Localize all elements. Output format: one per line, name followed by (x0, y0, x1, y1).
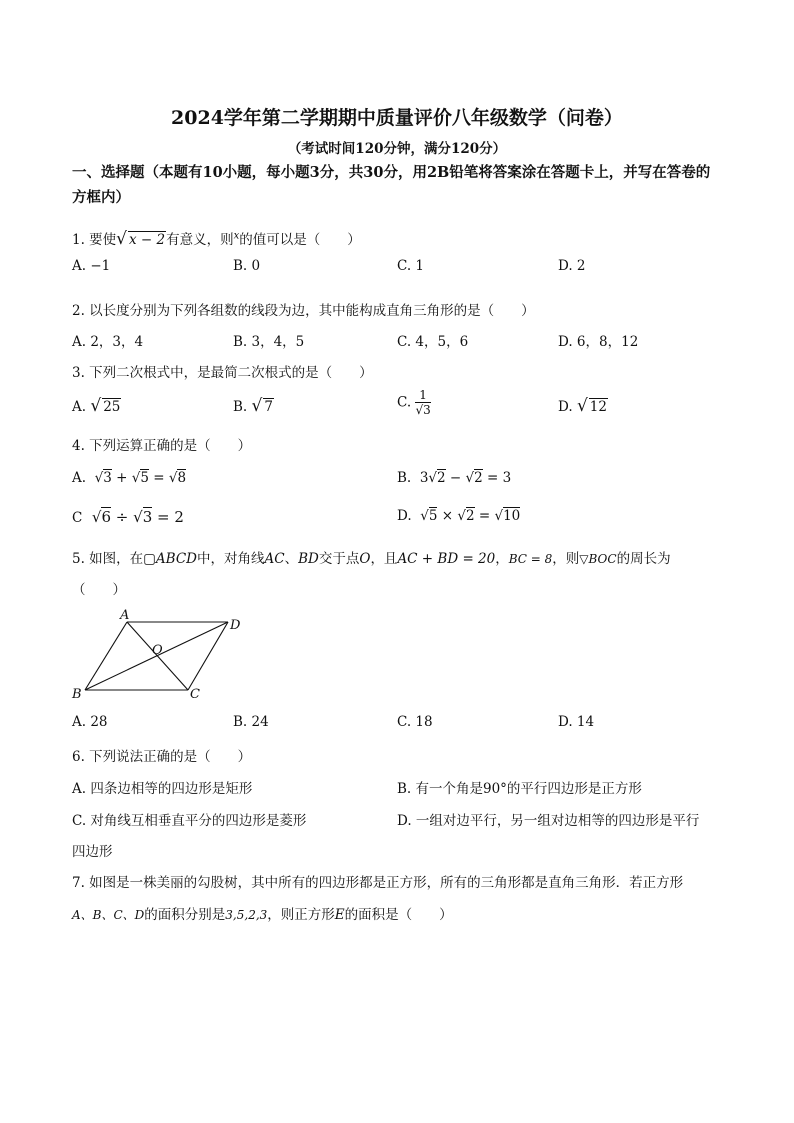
point-label-o: O (152, 643, 163, 658)
q5-option-c[interactable]: C. 18 (397, 714, 433, 730)
q3-option-c[interactable]: C. $\frac{1}{√3}$ (397, 388, 431, 417)
q3-option-a[interactable]: A. √ 25 (72, 396, 121, 416)
q4-option-b[interactable]: B. 3√2 − √2 = 3 (397, 470, 512, 486)
q3-option-b[interactable]: B. √ 7 (233, 396, 273, 416)
side-dc (188, 622, 228, 690)
q5-option-a[interactable]: A. 28 (72, 714, 108, 730)
q5-option-b[interactable]: B. 24 (233, 714, 269, 730)
parallelogram-figure (70, 605, 260, 705)
q6-option-d-cont: 四边形 (72, 844, 113, 860)
q6-option-a[interactable]: A. 四条边相等的四边形是矩形 (72, 781, 253, 797)
q4-option-a[interactable]: A. √3 + √5 = √8 (72, 470, 187, 486)
q2-option-b[interactable]: B. 3，4，5 (233, 334, 305, 350)
question-2-stem: 2. 以长度分别为下列各组数的线段为边，其中能构成直角三角形的是（ ） (72, 303, 535, 319)
question-1-stem: 1. 要使√ x − 2有意义，则$^x$的值可以是（ ） (72, 229, 361, 249)
fraction: $\frac{1}{√3}$ (415, 388, 431, 417)
question-5-stem-cont: （ ） (72, 582, 126, 598)
q1-option-d[interactable]: D. 2 (558, 258, 586, 274)
q2-option-c[interactable]: C. 4，5，6 (397, 334, 469, 350)
q6-option-c[interactable]: C. 对角线互相垂直平分的四边形是菱形 (72, 813, 307, 829)
section-heading: 一、选择题（本题有10小题，每小题3分，共30分，用2B铅笔将答案涂在答题卡上，并写在答卷的方框内） (72, 164, 711, 206)
q2-option-a[interactable]: A. 2，3，4 (72, 334, 144, 350)
q4-option-c[interactable]: C √6 ÷ √3 = 2 (72, 508, 184, 526)
q4-option-d[interactable]: D. √5 × √2 = √10 (397, 508, 521, 524)
q3-option-d[interactable]: D. √ 12 (558, 396, 607, 416)
q1-option-c[interactable]: C. 1 (397, 258, 425, 274)
vertex-label-b: B (72, 687, 82, 702)
vertex-label-a: A (120, 608, 130, 623)
sqrt-expression: √ x − 2 (116, 229, 166, 249)
q1-option-a[interactable]: A. −1 (72, 258, 111, 274)
q1-option-b[interactable]: B. 0 (233, 258, 261, 274)
q5-option-d[interactable]: D. 14 (558, 714, 595, 730)
vertex-label-c: C (190, 687, 200, 702)
question-7-stem-cont: A、B、C、D的面积分别是3,5,2,3，则正方形E的面积是（ ） (72, 907, 453, 923)
question-5-stem: 5. 如图，在▢ABCD中，对角线AC、BD交于点O，且AC + BD = 20，BC = 8，则▽BOC的周长为 (72, 551, 671, 567)
vertex-label-d: D (230, 618, 241, 633)
question-3-stem: 3. 下列二次根式中，是最简二次根式的是（ ） (72, 365, 373, 381)
q6-option-b[interactable]: B. 有一个角是90°的平行四边形是正方形 (397, 781, 642, 797)
question-4-stem: 4. 下列运算正确的是（ ） (72, 438, 252, 454)
question-7-stem: 7. 如图是一株美丽的勾股树，其中所有的四边形都是正方形，所有的三角形都是直角三角形．若正方形 (72, 875, 684, 891)
exam-subtitle: （考试时间120分钟，满分120分） (287, 141, 507, 157)
page-title: 2024学年第二学期期中质量评价八年级数学（问卷） (171, 107, 623, 129)
q6-option-d[interactable]: D. 一组对边平行，另一组对边相等的四边形是平行 (397, 813, 700, 829)
question-6-stem: 6. 下列说法正确的是（ ） (72, 749, 252, 765)
q2-option-d[interactable]: D. 6，8，12 (558, 334, 639, 350)
